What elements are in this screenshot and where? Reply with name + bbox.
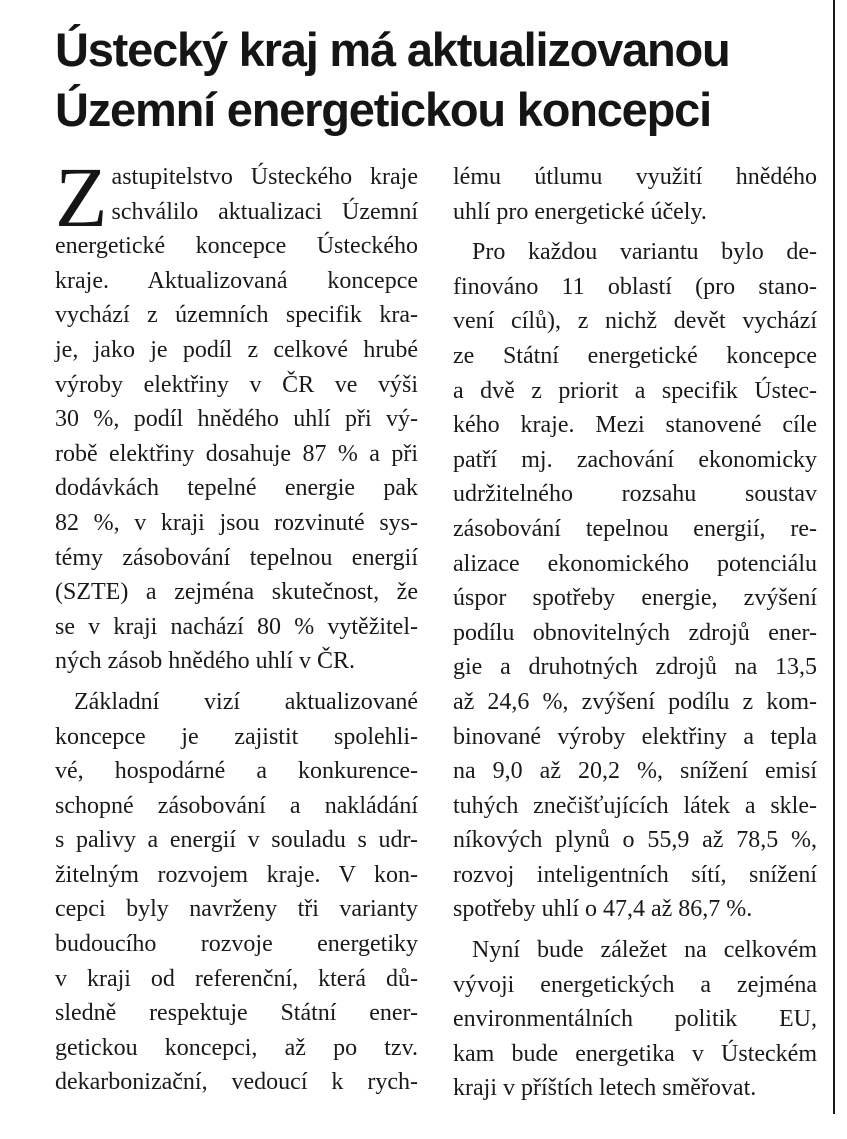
text-line: Nyní bude záležet na celkovém xyxy=(472,937,817,964)
text-line: až 24,6 %, zvýšení podílu z kom- xyxy=(453,688,817,715)
text-line: v kraji od referenční, která dů- xyxy=(55,965,418,992)
text-line: binované výroby elektřiny a tepla xyxy=(453,723,817,750)
headline-line-2: Územní energetickou koncepci xyxy=(55,83,711,136)
text-line: (SZTE) a zejména skutečnost, že xyxy=(55,579,418,606)
text-line: sledně respektuje Státní ener- xyxy=(55,1000,418,1027)
column-rule xyxy=(833,0,835,1114)
text-line: a dvě z priorit a specifik Ústec- xyxy=(453,377,817,404)
text-line: na 9,0 až 20,2 %, snížení emisí xyxy=(453,758,817,785)
text-line: cepci byly navrženy tři varianty xyxy=(55,896,418,923)
text-line: kého kraje. Mezi stanovené cíle xyxy=(453,412,817,439)
text-line: žitelným rozvojem kraje. V kon- xyxy=(55,861,418,888)
text-line: robě elektřiny dosahuje 87 % a při xyxy=(55,440,418,467)
text-line: je, jako je podíl z celkové hrubé xyxy=(55,336,418,363)
text-line: kraje. Aktualizovaná koncepce xyxy=(55,267,418,294)
text-line: podílu obnovitelných zdrojů ener- xyxy=(453,619,817,646)
text-line: kam bude energetika v Ústeckém xyxy=(453,1040,817,1067)
text-line: výroby elektřiny v ČR ve výši xyxy=(55,371,418,398)
text-line: schopné zásobování a nakládání xyxy=(55,792,418,819)
text-line: vé, hospodárné a konkurence- xyxy=(55,758,418,785)
text-line: alizace ekonomického potenciálu xyxy=(453,550,817,577)
text-line: ných zásob hnědého uhlí v ČR. xyxy=(55,648,355,675)
text-line: patří mj. zachování ekonomicky xyxy=(453,446,817,473)
text-line: gie a druhotných zdrojů na 13,5 xyxy=(453,654,817,681)
text-line: níkových plynů o 55,9 až 78,5 %, xyxy=(453,827,817,854)
text-line: spotřeby uhlí o 47,4 až 86,7 %. xyxy=(453,896,753,923)
text-line: koncepce je zajistit spolehli- xyxy=(55,723,418,750)
text-line: Základní vizí aktualizované xyxy=(74,688,418,715)
text-line: environmentálních politik EU, xyxy=(453,1006,817,1033)
text-line: 82 %, v kraji jsou rozvinuté sys- xyxy=(55,509,418,536)
text-line: s palivy a energií v souladu s udr- xyxy=(55,827,418,854)
text-line: dodávkách tepelné energie pak xyxy=(55,475,418,502)
paragraph-1 xyxy=(55,149,418,679)
text-line: budoucího rozvoje energetiky xyxy=(55,931,418,958)
text-line: ze Státní energetické koncepce xyxy=(453,342,817,369)
text-line: vývoji energetických a zejména xyxy=(453,971,817,998)
text-line: Pro každou variantu bylo de- xyxy=(472,239,817,266)
left-column xyxy=(55,149,418,1100)
text-line: vychází z územních specifik kra- xyxy=(55,302,418,329)
paragraph-2-continued xyxy=(453,160,817,229)
drop-cap: Z xyxy=(55,149,108,245)
text-line: finováno 11 oblastí (pro stano- xyxy=(453,273,817,300)
text-line: dekarbonizační, vedoucí k rych- xyxy=(55,1069,418,1096)
headline-line-1: Ústecký kraj má aktualizovanou xyxy=(55,23,730,76)
text-line: zásobování tepelnou energií, re- xyxy=(453,515,817,542)
text-line: rozvoj inteligentních sítí, snížení xyxy=(453,861,817,888)
text-line: vení cílů), z nichž devět vychází xyxy=(453,308,817,335)
text-line: tuhých znečišťujících látek a skle- xyxy=(453,792,817,819)
text-line: astupitelstvo Ústeckého kraje xyxy=(111,164,418,190)
text-line: getickou koncepci, až po tzv. xyxy=(55,1034,418,1061)
paragraph-2 xyxy=(55,685,418,1100)
text-line: udržitelného rozsahu soustav xyxy=(453,481,817,508)
text-line: energetické koncepce Ústeckého xyxy=(55,233,418,260)
right-column xyxy=(453,160,817,1106)
text-line: se v kraji nachází 80 % vytěžitel- xyxy=(55,613,418,640)
article-headline xyxy=(55,20,825,140)
paragraph-3 xyxy=(453,235,817,927)
text-line: uhlí pro energetické účely. xyxy=(453,198,707,225)
text-line: témy zásobování tepelnou energií xyxy=(55,544,418,571)
text-line: lému útlumu využití hnědého xyxy=(453,164,817,190)
text-line: 30 %, podíl hnědého uhlí při vý- xyxy=(55,406,418,433)
text-line: kraji v příštích letech směřovat. xyxy=(453,1075,757,1102)
text-line: schválilo aktualizaci Územní xyxy=(111,198,418,225)
paragraph-4 xyxy=(453,933,817,1106)
text-line: úspor spotřeby energie, zvýšení xyxy=(453,585,817,612)
